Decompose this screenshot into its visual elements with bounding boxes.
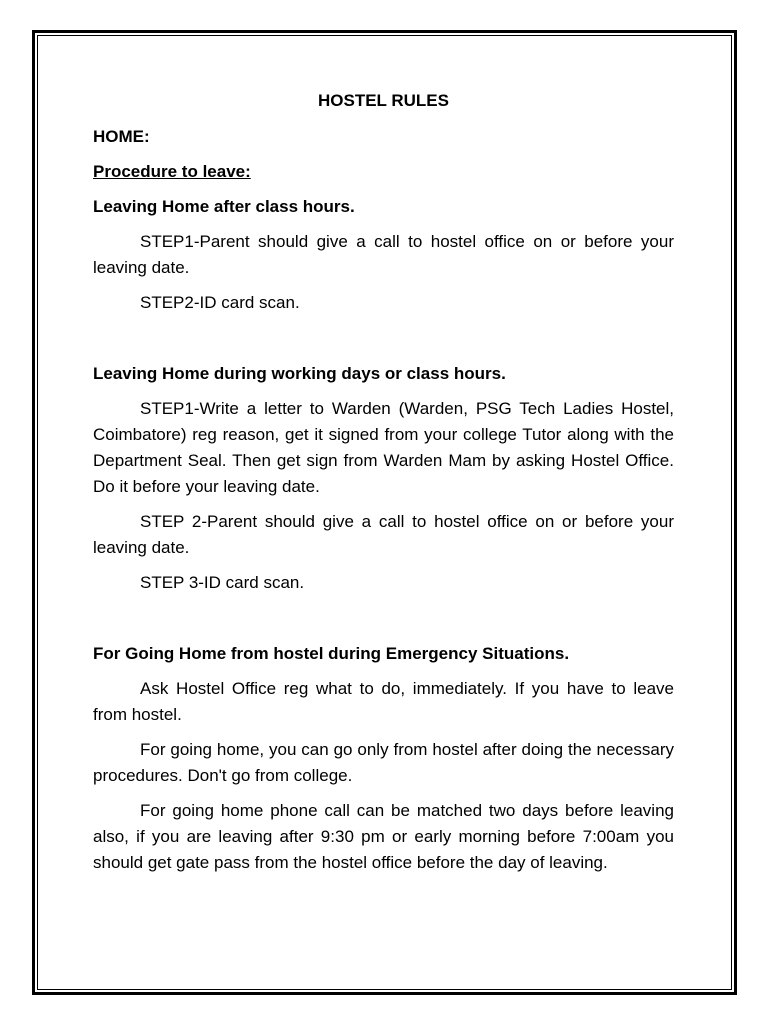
section-heading-after-class: Leaving Home after class hours. (93, 197, 355, 216)
spacer (93, 605, 674, 641)
document-title: HOSTEL RULES (318, 91, 449, 110)
paragraph: STEP 3-ID card scan. (140, 573, 305, 592)
document-body (93, 88, 674, 885)
paragraph: For going home phone call can be matched two days before leaving also, if you are leaving after 9:30 pm or early morning before 7:00am you should get gate pass from the hostel office before the day of leaving. (93, 801, 674, 872)
section-label: HOME: (93, 127, 150, 146)
paragraph: STEP2-ID card scan. (140, 293, 300, 312)
section-heading-emergency: For Going Home from hostel during Emergency Situations. (93, 644, 570, 663)
section-heading-working-days: Leaving Home during working days or class hours. (93, 364, 506, 383)
paragraph: STEP 2-Parent should give a call to hostel office on or before your leaving date. (93, 512, 674, 557)
procedure-heading: Procedure to leave: (93, 162, 251, 181)
paragraph: For going home, you can go only from hostel after doing the necessary procedures. Don't go from college. (93, 740, 674, 785)
spacer (93, 325, 674, 361)
paragraph: STEP1-Parent should give a call to hostel office on or before your leaving date. (93, 232, 674, 277)
paragraph: STEP1-Write a letter to Warden (Warden, PSG Tech Ladies Hostel, Coimbatore) reg reason, get it signed from your college Tutor along with the Department Seal. Then get sign from Warden Mam by asking Hostel Office. Do it before your leaving date. (93, 399, 674, 496)
paragraph: Ask Hostel Office reg what to do, immediately. If you have to leave from hostel. (93, 679, 674, 724)
